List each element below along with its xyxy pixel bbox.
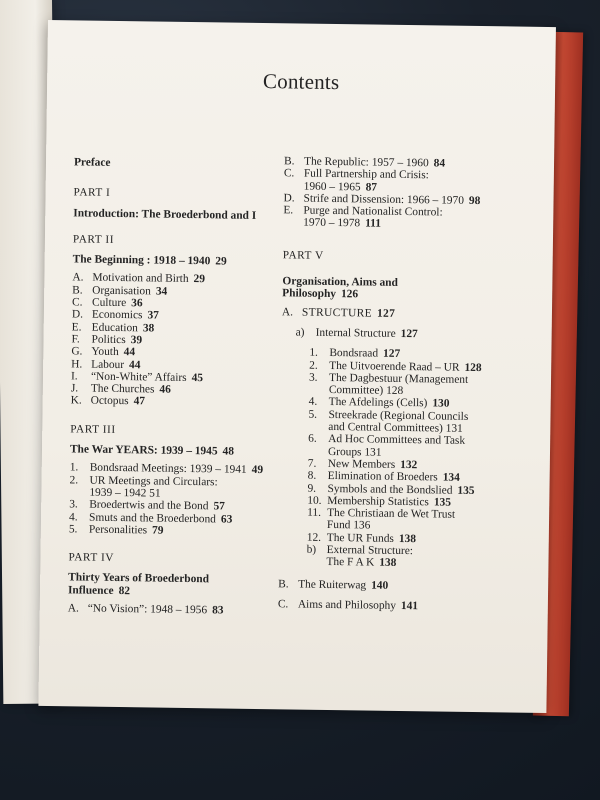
part-v-label: PART V — [282, 249, 324, 262]
beginning-items-list — [71, 272, 287, 410]
item-page-number: 34 — [155, 285, 168, 298]
item-number: 1. — [309, 346, 319, 360]
item-number: 7. — [307, 457, 317, 470]
ruiterwag-entry — [278, 578, 514, 594]
item-page-number: 130 — [432, 397, 450, 411]
item-letter: a) — [295, 326, 305, 339]
organisation-page-number: 126 — [340, 288, 359, 301]
thirty-years-title-text: Influence — [67, 584, 114, 597]
beginning-section-title — [73, 254, 287, 269]
item-page-number: 44 — [123, 346, 136, 359]
item-number: 1. — [69, 461, 79, 474]
beginning-item-k — [71, 395, 285, 410]
item-label-continued: 1960 – 1965 — [303, 180, 361, 193]
item-page-number: 36 — [131, 297, 143, 310]
organisation-title-text: Philosophy — [282, 287, 337, 301]
item-page-number: 138 — [379, 556, 397, 570]
item-label: Youth — [91, 345, 119, 359]
beginning-page-number: 29 — [215, 255, 227, 268]
aims-philosophy-entry — [278, 598, 514, 614]
item-page-number: 127 — [376, 307, 396, 320]
item-label: Aims and Philosophy — [297, 598, 397, 612]
item-page-number: 29 — [193, 273, 206, 286]
item-page-number: 37 — [147, 309, 159, 322]
item-label: Strife and Dissension: 1966 – 1970 — [303, 192, 465, 207]
item-number: 11. — [307, 506, 322, 519]
item-label: Economics — [91, 309, 143, 322]
item-label: Smuts and the Broederbond — [88, 511, 217, 525]
item-page-number: 44 — [129, 358, 141, 371]
contents-page — [38, 20, 556, 713]
item-letter: A. — [72, 271, 84, 285]
item-letter: A. — [281, 305, 294, 319]
item-number: 5. — [68, 523, 78, 536]
part-ii-label: PART II — [72, 233, 115, 246]
part-iv-label: PART IV — [68, 551, 115, 565]
item-page-number: 135 — [433, 496, 452, 509]
item-page-number: 140 — [371, 579, 389, 592]
item-page-number: 79 — [152, 524, 164, 537]
item-number: 3. — [308, 371, 318, 384]
thirty-years-title-line2 — [68, 584, 282, 599]
war-years-section-title — [70, 443, 284, 458]
item-label: Bondsraad — [329, 347, 379, 360]
item-label: Culture — [91, 296, 127, 310]
purge-entry-continued — [283, 217, 519, 233]
item-continued-text: Fund 136 — [326, 519, 371, 532]
item-label: Bondsraad Meetings: 1939 – 1941 — [89, 461, 247, 477]
item-label: Ad Hoc Committees and Task — [328, 433, 466, 448]
item-label: “Non-White” Affairs — [90, 370, 187, 384]
item-page-number: 138 — [398, 532, 417, 545]
item-label: The Ruiterwag — [298, 578, 367, 592]
item-number: 4. — [308, 396, 318, 409]
item-label: STRUCTURE — [301, 306, 373, 320]
item-label: Full Partnership and Crisis: — [303, 167, 429, 182]
item-page-number: 46 — [159, 383, 171, 396]
war-items-list — [69, 462, 284, 539]
item-label: Elimination of Broeders — [327, 470, 438, 484]
item-letter: J. — [70, 382, 79, 395]
item-letter: b) — [306, 543, 317, 556]
organisation-title-line2 — [282, 288, 518, 304]
introduction-entry: Introduction: The Broederbond and I — [73, 206, 257, 222]
item-letter: F. — [71, 333, 80, 346]
war-title-text: The War YEARS: 1939 – 1945 — [69, 443, 218, 458]
organisation-title-line1: Organisation, Aims and — [282, 275, 398, 289]
item-label: The Christiaan de Wet Trust — [327, 507, 456, 521]
item-label: The Churches — [90, 382, 155, 396]
structure-items-list — [279, 347, 518, 547]
item-label: Internal Structure — [315, 326, 396, 340]
item-label: Broedertwis and the Bond — [89, 498, 209, 513]
item-page-number: 128 — [464, 361, 482, 374]
item-letter: H. — [71, 357, 83, 371]
item-page-number: 135 — [457, 484, 475, 497]
item-letter: C. — [71, 296, 83, 309]
item-letter: C. — [277, 598, 289, 611]
item-label: UR Meetings and Circulars: — [89, 474, 218, 489]
war-page-number: 48 — [222, 445, 235, 458]
item-number: 3. — [69, 498, 78, 511]
item-continued-text: Groups 131 — [327, 445, 382, 459]
item-continued-text: Committee) 128 — [328, 384, 404, 398]
item-page-number: 84 — [433, 157, 446, 170]
item-label: Education — [91, 321, 138, 334]
part-iii-label: PART III — [70, 423, 116, 436]
item-page-number: 47 — [133, 395, 146, 408]
part-i-label: PART I — [73, 186, 111, 200]
item-page-number: 134 — [442, 471, 460, 485]
left-column — [68, 156, 288, 617]
item-label: The UR Funds — [326, 531, 394, 545]
thirty-years-page-number: 82 — [118, 584, 131, 597]
fak-entry — [278, 556, 514, 572]
item-label: The Afdelings (Cells) — [328, 396, 428, 410]
item-number: 2. — [309, 359, 318, 372]
item-letter: E. — [283, 204, 294, 217]
item-page-number: 39 — [130, 334, 143, 347]
item-label: Labour — [91, 358, 125, 371]
item-label: Politics — [91, 333, 126, 347]
item-label: Symbols and the Bondslied — [327, 482, 453, 497]
internal-structure-entry — [282, 326, 518, 342]
item-page-number: 111 — [365, 217, 382, 231]
item-page-number: 98 — [468, 194, 481, 207]
item-continued-text: 1939 – 1942 51 — [89, 486, 161, 500]
item-number: 10. — [307, 494, 322, 507]
item-page-number: 87 — [365, 181, 378, 194]
item-label: New Members — [327, 457, 396, 471]
item-label: Streekrade (Regional Councils — [328, 408, 469, 423]
item-label: Personalities — [88, 523, 148, 537]
item-number: 8. — [307, 469, 317, 483]
item-label: Octopus — [90, 395, 129, 408]
item-label-continued: 1970 – 1978 — [303, 217, 361, 230]
item-letter: D. — [283, 192, 295, 205]
thirty-years-title-line1: Thirty Years of Broederbond — [68, 571, 210, 586]
item-page-number: 57 — [213, 500, 225, 513]
page-title: Contents — [262, 69, 340, 95]
item-label: Organisation — [92, 284, 151, 298]
item-page-number: 132 — [400, 458, 418, 472]
item-label: External Structure: — [326, 543, 414, 558]
item-page-number: 127 — [400, 327, 418, 341]
item-letter: E. — [71, 321, 82, 334]
item-page-number: 83 — [212, 604, 224, 617]
item-letter: B. — [283, 155, 295, 168]
item-label: Purge and Nationalist Control: — [303, 204, 443, 219]
item-number: 2. — [69, 473, 79, 487]
item-page-number: 141 — [400, 599, 419, 613]
right-column — [278, 155, 520, 613]
item-letter: K. — [70, 394, 82, 407]
item-page-number: 38 — [142, 322, 155, 335]
item-letter: D. — [71, 308, 84, 321]
item-letter: G. — [71, 345, 83, 358]
item-letter: C. — [283, 167, 295, 180]
contents-page-inner — [38, 20, 556, 713]
structure-entry — [282, 306, 518, 322]
item-label: Membership Statistics — [327, 494, 429, 509]
item-label: The F A K — [326, 556, 375, 569]
item-label: The Republic: 1957 – 1960 — [303, 155, 429, 170]
item-label: Motivation and Birth — [92, 272, 189, 286]
item-label: The Dagbestuur (Management — [328, 371, 469, 386]
item-number: 9. — [307, 482, 317, 495]
item-letter: I. — [70, 370, 78, 383]
item-page-number: 45 — [191, 371, 204, 385]
item-page-number: 63 — [220, 512, 233, 526]
item-page-number: 49 — [251, 464, 264, 477]
item-letter: B. — [72, 284, 83, 297]
item-number: 12. — [306, 531, 322, 544]
no-vision-entry — [68, 602, 282, 617]
beginning-title-text: The Beginning : 1918 – 1940 — [72, 253, 211, 268]
item-letter: A. — [67, 602, 79, 615]
war-item-5 — [69, 523, 283, 538]
item-number: 5. — [308, 408, 318, 421]
item-letter: B. — [278, 577, 289, 591]
item-label: “No Vision”: 1948 – 1956 — [87, 602, 208, 617]
preface-entry: Preface — [73, 156, 111, 169]
item-number: 4. — [68, 510, 78, 523]
item-continued-text: and Central Committees) 131 — [328, 421, 463, 435]
item-label: The Uitvoerende Raad – UR — [329, 359, 460, 374]
item-page-number: 127 — [383, 347, 401, 361]
item-number: 6. — [308, 433, 317, 446]
